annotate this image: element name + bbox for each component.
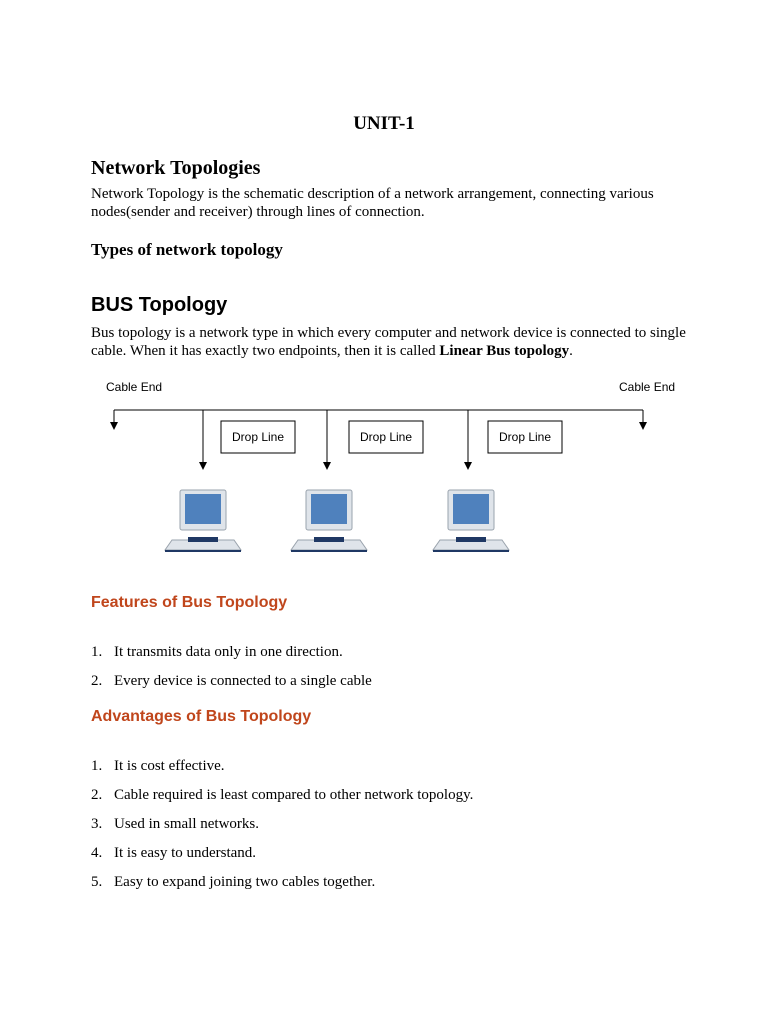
bus-description-bold: Linear Bus topology xyxy=(439,343,570,359)
advantages-list xyxy=(91,757,473,902)
list-item-number: 3. xyxy=(91,816,103,832)
list-item xyxy=(91,757,473,775)
desktop-computer-icon xyxy=(433,490,509,551)
drop-line-label-3: Drop Line xyxy=(498,430,552,444)
list-item-text: Easy to expand joining two cables together. xyxy=(114,874,376,890)
features-list xyxy=(91,643,372,701)
cable-end-right-label: Cable End xyxy=(619,380,676,394)
list-item xyxy=(91,672,372,690)
list-item-text: Every device is connected to a single cable xyxy=(114,673,372,689)
unit-title: UNIT-1 xyxy=(353,113,415,134)
drop-line-label-2: Drop Line xyxy=(359,430,413,444)
list-item xyxy=(91,815,473,833)
list-item-number: 1. xyxy=(91,758,103,774)
list-item-text: Used in small networks. xyxy=(114,816,259,832)
bus-description xyxy=(91,324,691,360)
list-item-number: 2. xyxy=(91,787,103,803)
section-description: Network Topology is the schematic description of a network arrangement, connecting various nodes(sender and receiver) through lines of connection. xyxy=(91,186,654,220)
bus-description-end: . xyxy=(569,343,573,359)
bus-description-text: Bus topology is a network type in which every computer and network device is connected to single cable. When it has exactly two endpoints, then it is called xyxy=(91,325,686,359)
bus-topology-diagram xyxy=(0,370,768,560)
desktop-computer-icon xyxy=(291,490,367,551)
drop-line-label-1: Drop Line xyxy=(231,430,285,444)
list-item-number: 5. xyxy=(91,874,103,890)
cable-end-left-label: Cable End xyxy=(106,380,163,394)
list-item xyxy=(91,873,473,891)
advantages-heading: Advantages of Bus Topology xyxy=(91,708,312,725)
types-heading: Types of network topology xyxy=(91,240,283,259)
list-item-text: Cable required is least compared to other network topology. xyxy=(114,787,474,803)
features-heading: Features of Bus Topology xyxy=(91,594,288,611)
list-item-number: 1. xyxy=(91,644,103,660)
list-item-number: 2. xyxy=(91,673,103,689)
section-heading: Network Topologies xyxy=(91,157,261,179)
list-item-text: It is easy to understand. xyxy=(114,845,257,861)
list-item xyxy=(91,786,473,804)
list-item-number: 4. xyxy=(91,845,103,861)
desktop-computer-icon xyxy=(165,490,241,551)
list-item-text: It transmits data only in one direction. xyxy=(114,644,343,660)
bus-heading: BUS Topology xyxy=(91,294,228,316)
list-item-text: It is cost effective. xyxy=(114,758,225,774)
list-item xyxy=(91,844,473,862)
list-item xyxy=(91,643,372,661)
